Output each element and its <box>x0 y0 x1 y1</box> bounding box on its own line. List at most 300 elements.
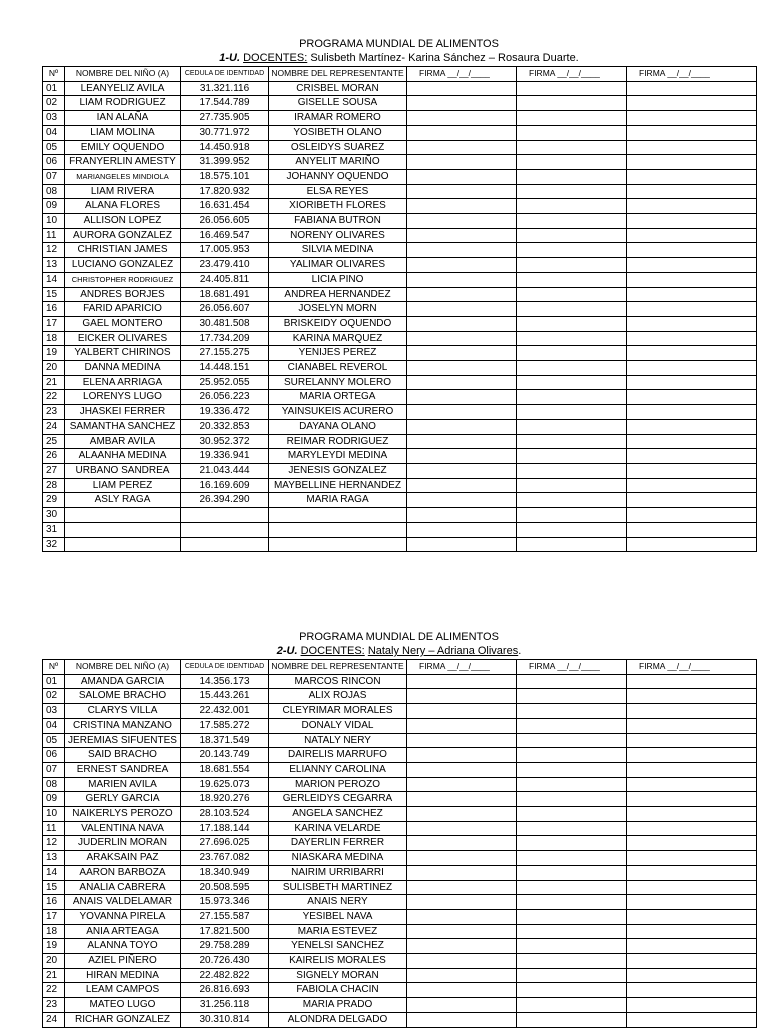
header-representative: NOMBRE DEL REPRESENTANTE <box>269 67 407 82</box>
signature-cell-2[interactable] <box>517 155 627 170</box>
representative-name: SIGNELY MORAN <box>269 968 407 983</box>
child-name: ELENA ARRIAGA <box>65 375 181 390</box>
child-name: JUDERLIN MORAN <box>65 836 181 851</box>
signature-cell-3[interactable] <box>627 508 757 523</box>
signature-cell-1[interactable] <box>407 214 517 229</box>
signature-cell-2[interactable] <box>517 895 627 910</box>
signature-cell-1[interactable] <box>407 199 517 214</box>
signature-cell-3[interactable] <box>627 169 757 184</box>
signature-cell-1[interactable] <box>407 478 517 493</box>
representative-name: YENIJES PEREZ <box>269 346 407 361</box>
row-number: 12 <box>43 836 65 851</box>
child-name: ANIA ARTEAGA <box>65 924 181 939</box>
signature-cell-2[interactable] <box>517 748 627 763</box>
signature-cell-2[interactable] <box>517 537 627 552</box>
table-row <box>43 316 757 331</box>
row-number: 11 <box>43 821 65 836</box>
signature-cell-3[interactable] <box>627 880 757 895</box>
table-row <box>43 405 757 420</box>
signature-cell-2[interactable] <box>517 924 627 939</box>
row-number: 16 <box>43 302 65 317</box>
signature-cell-1[interactable] <box>407 537 517 552</box>
id-number: 26.056.223 <box>181 390 269 405</box>
docentes-label: DOCENTES: <box>243 52 308 64</box>
signature-cell-1[interactable] <box>407 228 517 243</box>
signature-cell-1[interactable] <box>407 81 517 96</box>
signature-cell-3[interactable] <box>627 361 757 376</box>
signature-cell-2[interactable] <box>517 316 627 331</box>
id-number: 14.356.173 <box>181 674 269 689</box>
signature-cell-3[interactable] <box>627 851 757 866</box>
signature-cell-2[interactable] <box>517 96 627 111</box>
signature-cell-1[interactable] <box>407 998 517 1013</box>
representative-name: MARIA ESTEVEZ <box>269 924 407 939</box>
signature-cell-1[interactable] <box>407 258 517 273</box>
signature-cell-3[interactable] <box>627 1012 757 1027</box>
signature-cell-1[interactable] <box>407 733 517 748</box>
signature-cell-3[interactable] <box>627 258 757 273</box>
signature-cell-2[interactable] <box>517 1012 627 1027</box>
child-name: MARIEN AVILA <box>65 777 181 792</box>
row-number: 19 <box>43 346 65 361</box>
signature-cell-2[interactable] <box>517 419 627 434</box>
signature-cell-3[interactable] <box>627 493 757 508</box>
signature-cell-1[interactable] <box>407 924 517 939</box>
header-child-name: NOMBRE DEL NIÑO (A) <box>65 660 181 675</box>
table-row <box>43 748 757 763</box>
header-firma-3: FIRMA __/__/____ <box>627 660 757 675</box>
id-number: 21.043.444 <box>181 463 269 478</box>
representative-name: SURELANNY MOLERO <box>269 375 407 390</box>
signature-cell-1[interactable] <box>407 909 517 924</box>
signature-cell-2[interactable] <box>517 434 627 449</box>
signature-cell-1[interactable] <box>407 968 517 983</box>
row-number: 24 <box>43 419 65 434</box>
signature-cell-1[interactable] <box>407 939 517 954</box>
table-row <box>43 419 757 434</box>
signature-cell-1[interactable] <box>407 419 517 434</box>
id-number: 18.575.101 <box>181 169 269 184</box>
signature-cell-1[interactable] <box>407 96 517 111</box>
signature-cell-3[interactable] <box>627 983 757 998</box>
id-number: 30.771.972 <box>181 125 269 140</box>
id-number: 18.681.491 <box>181 287 269 302</box>
representative-name: MARIA ORTEGA <box>269 390 407 405</box>
child-name: AMANDA GARCIA <box>65 674 181 689</box>
row-number: 17 <box>43 909 65 924</box>
signature-cell-2[interactable] <box>517 302 627 317</box>
row-number: 08 <box>43 184 65 199</box>
child-name: IAN ALAÑA <box>65 111 181 126</box>
header-id: CEDULA DE IDENTIDAD <box>181 67 269 82</box>
signature-cell-1[interactable] <box>407 169 517 184</box>
child-name: CRISTINA MANZANO <box>65 718 181 733</box>
signature-cell-2[interactable] <box>517 836 627 851</box>
signature-cell-3[interactable] <box>627 836 757 851</box>
signature-cell-3[interactable] <box>627 704 757 719</box>
signature-cell-3[interactable] <box>627 96 757 111</box>
signature-cell-2[interactable] <box>517 169 627 184</box>
signature-cell-2[interactable] <box>517 214 627 229</box>
row-number: 24 <box>43 1012 65 1027</box>
child-name: GAEL MONTERO <box>65 316 181 331</box>
signature-cell-1[interactable] <box>407 493 517 508</box>
table-row <box>43 851 757 866</box>
table-row <box>43 939 757 954</box>
signature-cell-2[interactable] <box>517 405 627 420</box>
signature-cell-3[interactable] <box>627 674 757 689</box>
child-name: SAMANTHA SANCHEZ <box>65 419 181 434</box>
signature-cell-2[interactable] <box>517 125 627 140</box>
signature-cell-1[interactable] <box>407 302 517 317</box>
signature-cell-1[interactable] <box>407 880 517 895</box>
representative-name: ANDREA HERNANDEZ <box>269 287 407 302</box>
signature-cell-2[interactable] <box>517 792 627 807</box>
signature-cell-1[interactable] <box>407 449 517 464</box>
signature-cell-3[interactable] <box>627 449 757 464</box>
signature-cell-3[interactable] <box>627 184 757 199</box>
table-row <box>43 998 757 1013</box>
signature-cell-1[interactable] <box>407 434 517 449</box>
child-name: FRANYERLIN AMESTY <box>65 155 181 170</box>
signature-cell-3[interactable] <box>627 125 757 140</box>
signature-cell-2[interactable] <box>517 983 627 998</box>
table-row <box>43 1012 757 1027</box>
signature-cell-1[interactable] <box>407 155 517 170</box>
id-number: 31.321.116 <box>181 81 269 96</box>
signature-cell-1[interactable] <box>407 375 517 390</box>
row-number: 11 <box>43 228 65 243</box>
row-number: 19 <box>43 939 65 954</box>
child-name: ALANA FLORES <box>65 199 181 214</box>
signature-cell-2[interactable] <box>517 463 627 478</box>
id-number: 19.336.941 <box>181 449 269 464</box>
signature-cell-2[interactable] <box>517 184 627 199</box>
signature-cell-3[interactable] <box>627 155 757 170</box>
row-number: 14 <box>43 865 65 880</box>
signature-cell-1[interactable] <box>407 346 517 361</box>
signature-cell-3[interactable] <box>627 748 757 763</box>
child-name: NAIKERLYS PEROZO <box>65 807 181 822</box>
id-number: 30.310.814 <box>181 1012 269 1027</box>
row-number: 22 <box>43 983 65 998</box>
table-row <box>43 792 757 807</box>
signature-cell-3[interactable] <box>627 272 757 287</box>
signature-cell-3[interactable] <box>627 522 757 537</box>
child-name: LIAM RODRIGUEZ <box>65 96 181 111</box>
table-row <box>43 777 757 792</box>
signature-cell-1[interactable] <box>407 674 517 689</box>
row-number: 23 <box>43 998 65 1013</box>
signature-cell-1[interactable] <box>407 807 517 822</box>
table-row <box>43 807 757 822</box>
signature-cell-2[interactable] <box>517 762 627 777</box>
signature-cell-1[interactable] <box>407 895 517 910</box>
signature-cell-3[interactable] <box>627 939 757 954</box>
representative-name: BRISKEIDY OQUENDO <box>269 316 407 331</box>
child-name: HIRAN MEDINA <box>65 968 181 983</box>
id-number: 20.332.853 <box>181 419 269 434</box>
id-number: 18.920.276 <box>181 792 269 807</box>
child-name: EMILY OQUENDO <box>65 140 181 155</box>
signature-cell-3[interactable] <box>627 733 757 748</box>
id-number: 18.371.549 <box>181 733 269 748</box>
signature-cell-2[interactable] <box>517 704 627 719</box>
child-name: URBANO SANDREA <box>65 463 181 478</box>
row-number: 29 <box>43 493 65 508</box>
signature-cell-3[interactable] <box>627 718 757 733</box>
signature-cell-3[interactable] <box>627 998 757 1013</box>
signature-cell-3[interactable] <box>627 316 757 331</box>
signature-cell-3[interactable] <box>627 81 757 96</box>
signature-cell-2[interactable] <box>517 821 627 836</box>
docentes-names: Nataly Nery – Adriana Olivares <box>367 645 519 657</box>
table-row <box>43 718 757 733</box>
representative-name: FABIANA BUTRON <box>269 214 407 229</box>
signature-cell-1[interactable] <box>407 748 517 763</box>
signature-cell-2[interactable] <box>517 287 627 302</box>
signature-cell-1[interactable] <box>407 390 517 405</box>
signature-cell-2[interactable] <box>517 522 627 537</box>
signature-cell-1[interactable] <box>407 184 517 199</box>
table-row <box>43 909 757 924</box>
table-row <box>43 214 757 229</box>
signature-cell-2[interactable] <box>517 954 627 969</box>
signature-cell-2[interactable] <box>517 111 627 126</box>
row-number: 02 <box>43 96 65 111</box>
child-name: LIAM MOLINA <box>65 125 181 140</box>
representative-name: GERLEIDYS CEGARRA <box>269 792 407 807</box>
signature-cell-1[interactable] <box>407 287 517 302</box>
signature-cell-1[interactable] <box>407 361 517 376</box>
representative-name: YALIMAR OLIVARES <box>269 258 407 273</box>
row-number: 26 <box>43 449 65 464</box>
header-firma-3: FIRMA __/__/____ <box>627 67 757 82</box>
signature-cell-2[interactable] <box>517 733 627 748</box>
id-number: 27.155.275 <box>181 346 269 361</box>
row-number: 27 <box>43 463 65 478</box>
signature-cell-1[interactable] <box>407 508 517 523</box>
child-name: ARAKSAIN PAZ <box>65 851 181 866</box>
signature-cell-1[interactable] <box>407 140 517 155</box>
representative-name: LICIA PINO <box>269 272 407 287</box>
signature-cell-2[interactable] <box>517 777 627 792</box>
row-number: 21 <box>43 968 65 983</box>
signature-cell-2[interactable] <box>517 346 627 361</box>
signature-cell-1[interactable] <box>407 792 517 807</box>
signature-cell-3[interactable] <box>627 968 757 983</box>
representative-name: MARCOS RINCON <box>269 674 407 689</box>
signature-cell-3[interactable] <box>627 807 757 822</box>
signature-cell-1[interactable] <box>407 777 517 792</box>
id-number: 17.585.272 <box>181 718 269 733</box>
signature-cell-3[interactable] <box>627 537 757 552</box>
signature-cell-3[interactable] <box>627 909 757 924</box>
signature-cell-1[interactable] <box>407 851 517 866</box>
representative-name: YOSIBETH OLANO <box>269 125 407 140</box>
signature-cell-3[interactable] <box>627 331 757 346</box>
document-title: PROGRAMA MUNDIAL DE ALIMENTOS <box>299 631 499 643</box>
signature-cell-3[interactable] <box>627 287 757 302</box>
signature-cell-3[interactable] <box>627 792 757 807</box>
signature-cell-2[interactable] <box>517 81 627 96</box>
signature-cell-3[interactable] <box>627 777 757 792</box>
signature-cell-1[interactable] <box>407 272 517 287</box>
signature-cell-3[interactable] <box>627 762 757 777</box>
id-number: 26.816.693 <box>181 983 269 998</box>
signature-cell-1[interactable] <box>407 243 517 258</box>
row-number: 08 <box>43 777 65 792</box>
child-name: ANAIS VALDELAMAR <box>65 895 181 910</box>
signature-cell-1[interactable] <box>407 689 517 704</box>
id-number: 27.735.905 <box>181 111 269 126</box>
id-number <box>181 522 269 537</box>
row-number: 31 <box>43 522 65 537</box>
signature-cell-3[interactable] <box>627 214 757 229</box>
signature-cell-3[interactable] <box>627 228 757 243</box>
signature-cell-1[interactable] <box>407 762 517 777</box>
signature-cell-1[interactable] <box>407 405 517 420</box>
signature-cell-3[interactable] <box>627 478 757 493</box>
signature-cell-2[interactable] <box>517 478 627 493</box>
signature-cell-1[interactable] <box>407 331 517 346</box>
signature-cell-1[interactable] <box>407 316 517 331</box>
row-number: 20 <box>43 954 65 969</box>
signature-cell-1[interactable] <box>407 522 517 537</box>
signature-cell-2[interactable] <box>517 375 627 390</box>
signature-cell-2[interactable] <box>517 258 627 273</box>
row-number: 18 <box>43 924 65 939</box>
signature-cell-2[interactable] <box>517 880 627 895</box>
signature-cell-3[interactable] <box>627 199 757 214</box>
row-number: 22 <box>43 390 65 405</box>
row-number: 07 <box>43 169 65 184</box>
signature-cell-2[interactable] <box>517 998 627 1013</box>
signature-cell-2[interactable] <box>517 243 627 258</box>
signature-cell-3[interactable] <box>627 689 757 704</box>
signature-cell-3[interactable] <box>627 140 757 155</box>
signature-cell-1[interactable] <box>407 704 517 719</box>
table-row <box>43 733 757 748</box>
id-number: 20.726.430 <box>181 954 269 969</box>
child-name: CLARYS VILLA <box>65 704 181 719</box>
table-row <box>43 537 757 552</box>
signature-cell-3[interactable] <box>627 434 757 449</box>
signature-cell-1[interactable] <box>407 821 517 836</box>
id-number: 20.143.749 <box>181 748 269 763</box>
signature-cell-2[interactable] <box>517 361 627 376</box>
child-name: CHRISTOPHER RODRIGUEZ <box>65 272 181 287</box>
signature-cell-1[interactable] <box>407 983 517 998</box>
id-number: 17.821.500 <box>181 924 269 939</box>
signature-cell-1[interactable] <box>407 718 517 733</box>
signature-cell-2[interactable] <box>517 909 627 924</box>
signature-cell-3[interactable] <box>627 346 757 361</box>
signature-cell-2[interactable] <box>517 807 627 822</box>
child-name: LEAM CAMPOS <box>65 983 181 998</box>
signature-cell-3[interactable] <box>627 390 757 405</box>
signature-cell-2[interactable] <box>517 140 627 155</box>
signature-cell-2[interactable] <box>517 968 627 983</box>
representative-name: ELIANNY CAROLINA <box>269 762 407 777</box>
signature-cell-1[interactable] <box>407 1012 517 1027</box>
signature-cell-1[interactable] <box>407 865 517 880</box>
id-number: 28.103.524 <box>181 807 269 822</box>
signature-cell-3[interactable] <box>627 895 757 910</box>
representative-name <box>269 508 407 523</box>
representative-name: KARINA MARQUEZ <box>269 331 407 346</box>
signature-cell-3[interactable] <box>627 924 757 939</box>
id-number: 17.005.953 <box>181 243 269 258</box>
signature-cell-1[interactable] <box>407 463 517 478</box>
signature-cell-3[interactable] <box>627 865 757 880</box>
signature-cell-2[interactable] <box>517 390 627 405</box>
signature-cell-2[interactable] <box>517 508 627 523</box>
row-number: 10 <box>43 214 65 229</box>
child-name: SALOME BRACHO <box>65 689 181 704</box>
signature-cell-3[interactable] <box>627 243 757 258</box>
signature-cell-3[interactable] <box>627 954 757 969</box>
row-number: 09 <box>43 792 65 807</box>
header-id: CEDULA DE IDENTIDAD <box>181 660 269 675</box>
header-number: Nº <box>43 67 65 82</box>
signature-cell-3[interactable] <box>627 821 757 836</box>
signature-cell-2[interactable] <box>517 865 627 880</box>
representative-name: MARYLEYDI MEDINA <box>269 449 407 464</box>
child-name <box>65 537 181 552</box>
signature-cell-2[interactable] <box>517 228 627 243</box>
signature-cell-2[interactable] <box>517 689 627 704</box>
signature-cell-2[interactable] <box>517 331 627 346</box>
signature-cell-3[interactable] <box>627 405 757 420</box>
signature-cell-3[interactable] <box>627 375 757 390</box>
signature-cell-2[interactable] <box>517 718 627 733</box>
row-number: 01 <box>43 81 65 96</box>
signature-cell-2[interactable] <box>517 939 627 954</box>
header-firma-2: FIRMA __/__/____ <box>517 660 627 675</box>
table-row <box>43 478 757 493</box>
signature-cell-3[interactable] <box>627 302 757 317</box>
table-row <box>43 508 757 523</box>
docentes-names: Sulisbeth Martínez- Karina Sánchez – Rosaura Duarte. <box>307 52 579 64</box>
signature-cell-1[interactable] <box>407 111 517 126</box>
table-row <box>43 258 757 273</box>
signature-cell-1[interactable] <box>407 954 517 969</box>
signature-cell-2[interactable] <box>517 449 627 464</box>
signature-cell-1[interactable] <box>407 836 517 851</box>
representative-name: YESIBEL NAVA <box>269 909 407 924</box>
child-name: JEREMIAS SIFUENTES <box>65 733 181 748</box>
table-row <box>43 463 757 478</box>
signature-cell-2[interactable] <box>517 199 627 214</box>
row-number: 10 <box>43 807 65 822</box>
signature-cell-2[interactable] <box>517 272 627 287</box>
table-row <box>43 331 757 346</box>
signature-cell-3[interactable] <box>627 463 757 478</box>
signature-cell-3[interactable] <box>627 111 757 126</box>
signature-cell-2[interactable] <box>517 674 627 689</box>
signature-cell-2[interactable] <box>517 851 627 866</box>
signature-cell-2[interactable] <box>517 493 627 508</box>
representative-name: DONALY VIDAL <box>269 718 407 733</box>
id-number: 22.432.001 <box>181 704 269 719</box>
signature-cell-1[interactable] <box>407 125 517 140</box>
table-row <box>43 836 757 851</box>
child-name <box>65 522 181 537</box>
table-row <box>43 865 757 880</box>
table-row <box>43 924 757 939</box>
signature-cell-3[interactable] <box>627 419 757 434</box>
